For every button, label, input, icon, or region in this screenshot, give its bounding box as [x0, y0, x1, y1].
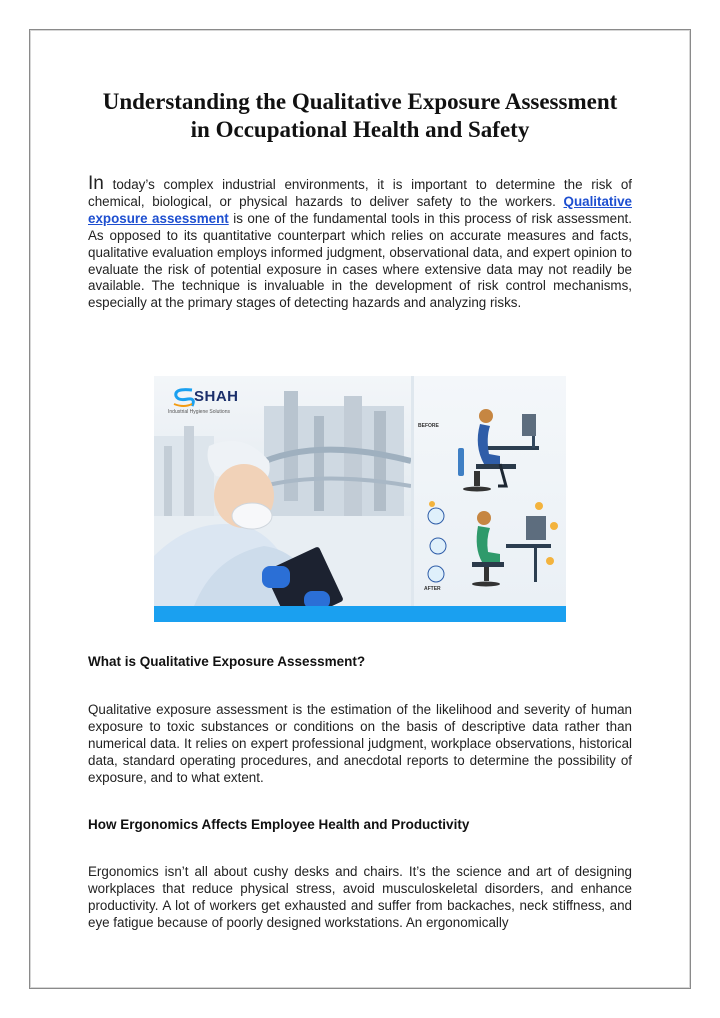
ergonomics-illustration	[414, 376, 566, 606]
figure-accent-bar	[154, 606, 566, 622]
title-line-2: in Occupational Health and Safety	[190, 117, 530, 142]
logo-tagline: Industrial Hygiene Solutions	[168, 409, 230, 415]
shah-logo-icon	[170, 386, 196, 408]
page-title	[60, 88, 660, 144]
section-body-ergonomics: Ergonomics isn’t all about cushy desks and chairs. It’s the science and art of designing workplaces that reduce physical stress, avoid musculoskeletal disorders, and enhance productivity. A lot of workers get exhausted and suffer from backaches, neck stiffness, and eye fatigue because of poorly designed workstations. An ergonomically	[88, 864, 632, 930]
intro-paragraph	[88, 173, 632, 312]
section-body-qualitative: Qualitative exposure assessment is the estimation of the likelihood and severity of human exposure to toxic substances or conditions on the basis of descriptive data rather than numerical data. It relies on expert professional judgment, workplace observations, historical data, standard operating procedures, and anecdotal reports to determine the possibility of exposure, and to what extent.	[88, 702, 632, 785]
intro-dropcap: In	[88, 173, 104, 194]
intro-text-1: today’s complex industrial environments, it is important to determine the risk of chemical, biological, or physical hazards to deliver safety to the workers.	[88, 177, 632, 209]
ergonomics-panel	[414, 376, 566, 606]
qualitative-exposure-link[interactable]: Qualitative exposure assessment	[88, 193, 632, 226]
section-heading-ergonomics: How Ergonomics Affects Employee Health and Productivity	[88, 817, 470, 832]
article-illustration	[154, 376, 566, 622]
title-line-1: Understanding the Qualitative Exposure Assessment	[102, 89, 618, 114]
section-heading-qualitative: What is Qualitative Exposure Assessment?	[88, 654, 366, 669]
after-label: AFTER	[424, 586, 441, 592]
intro-text-2: is one of the fundamental tools in this process of risk assessment. As opposed to its quantitative counterpart which relies on accurate measures and facts, qualitative evaluation employs informed judgment, observational data, and expert opinion to evaluate the risk of potential exposure in cases where extensive data may not readily be available. The technique is invaluable in the development of risk control mechanisms, especially at the primary stages of detecting hazards and analyzing risks.	[88, 210, 632, 311]
before-label: BEFORE	[418, 423, 439, 429]
logo-name: SHAH	[194, 388, 239, 405]
